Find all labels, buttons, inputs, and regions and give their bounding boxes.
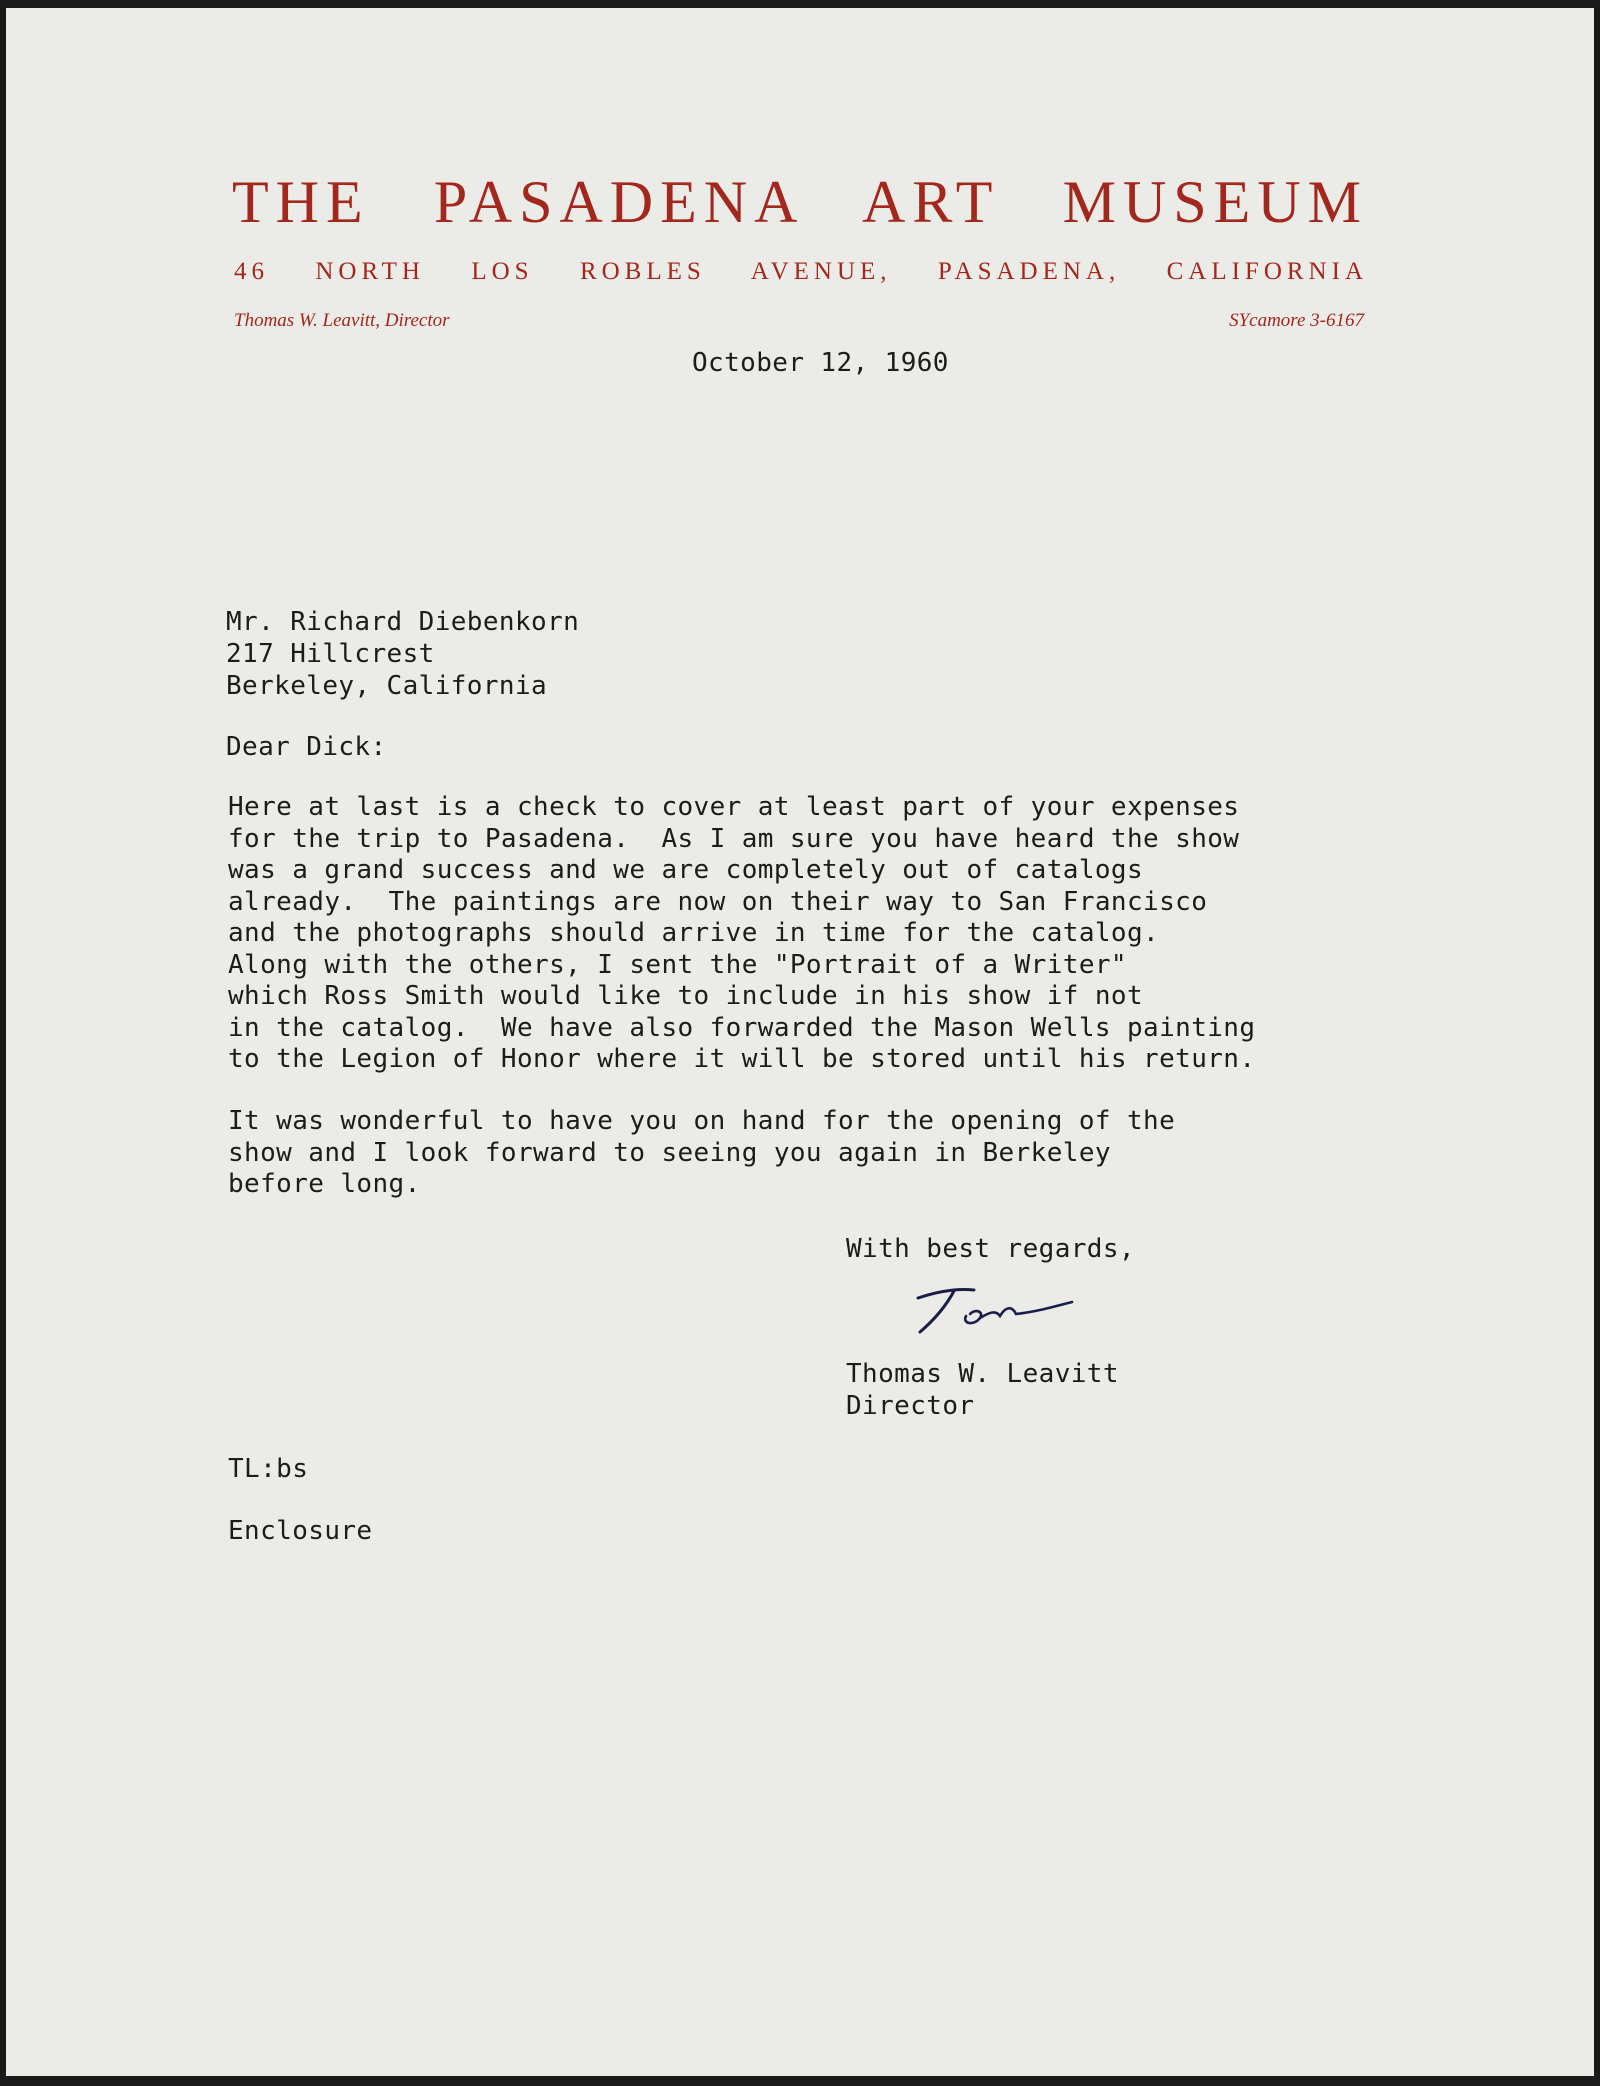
body-line: to the Legion of Honor where it will be stored until his return. xyxy=(228,1044,1256,1074)
body-line: for the trip to Pasadena. As I am sure you have heard the show xyxy=(228,823,1240,854)
recipient-line: Berkeley, California xyxy=(226,671,548,701)
closing: With best regards, xyxy=(846,1234,1135,1264)
body-line: and the photographs should arrive in time for the catalog. xyxy=(228,918,1160,948)
typist-initials: TL:bs xyxy=(228,1454,309,1484)
recipient-address xyxy=(226,606,579,702)
enclosure-note: Enclosure xyxy=(228,1516,373,1546)
signer-name: Thomas W. Leavitt xyxy=(846,1359,1119,1389)
body-line: in the catalog. We have also forwarded the Mason Wells painting xyxy=(228,1012,1256,1043)
reverse-side-bleed xyxy=(336,1188,1236,1278)
body-line: show and I look forward to seeing you again in Berkeley xyxy=(228,1137,1111,1168)
body-line: It was wonderful to have you on hand for the opening of the xyxy=(228,1106,1176,1136)
salutation: Dear Dick: xyxy=(226,732,387,762)
body-paragraph-2 xyxy=(228,1106,1175,1201)
recipient-line: Mr. Richard Diebenkorn xyxy=(226,607,580,637)
body-line: already. The paintings are now on their way to San Francisco xyxy=(228,886,1208,917)
body-line: was a grand success and we are completely out of catalogs xyxy=(228,855,1144,885)
letter-date: October 12, 1960 xyxy=(692,348,949,378)
body-line: before long. xyxy=(228,1169,421,1199)
signer-title: Director xyxy=(846,1391,975,1421)
recipient-line: 217 Hillcrest xyxy=(226,639,435,669)
handwritten-signature xyxy=(896,1276,1086,1346)
museum-name: THE PASADENA ART MUSEUM xyxy=(232,169,1368,235)
museum-address: 46 NORTH LOS ROBLES AVENUE, PASADENA, CALIFORNIA xyxy=(234,258,1368,285)
body-line: Here at last is a check to cover at least part of your expenses xyxy=(228,792,1240,822)
body-paragraph-1 xyxy=(228,792,1255,1076)
director-line: Thomas W. Leavitt, Director xyxy=(234,310,450,331)
phone-number: SYcamore 3-6167 xyxy=(1229,310,1364,331)
signer-block xyxy=(846,1358,1119,1422)
body-line: which Ross Smith would like to include in his show if not xyxy=(228,981,1144,1011)
body-line: Along with the others, I sent the "Portrait of a Writer" xyxy=(228,949,1127,980)
letter-page xyxy=(6,8,1594,2076)
